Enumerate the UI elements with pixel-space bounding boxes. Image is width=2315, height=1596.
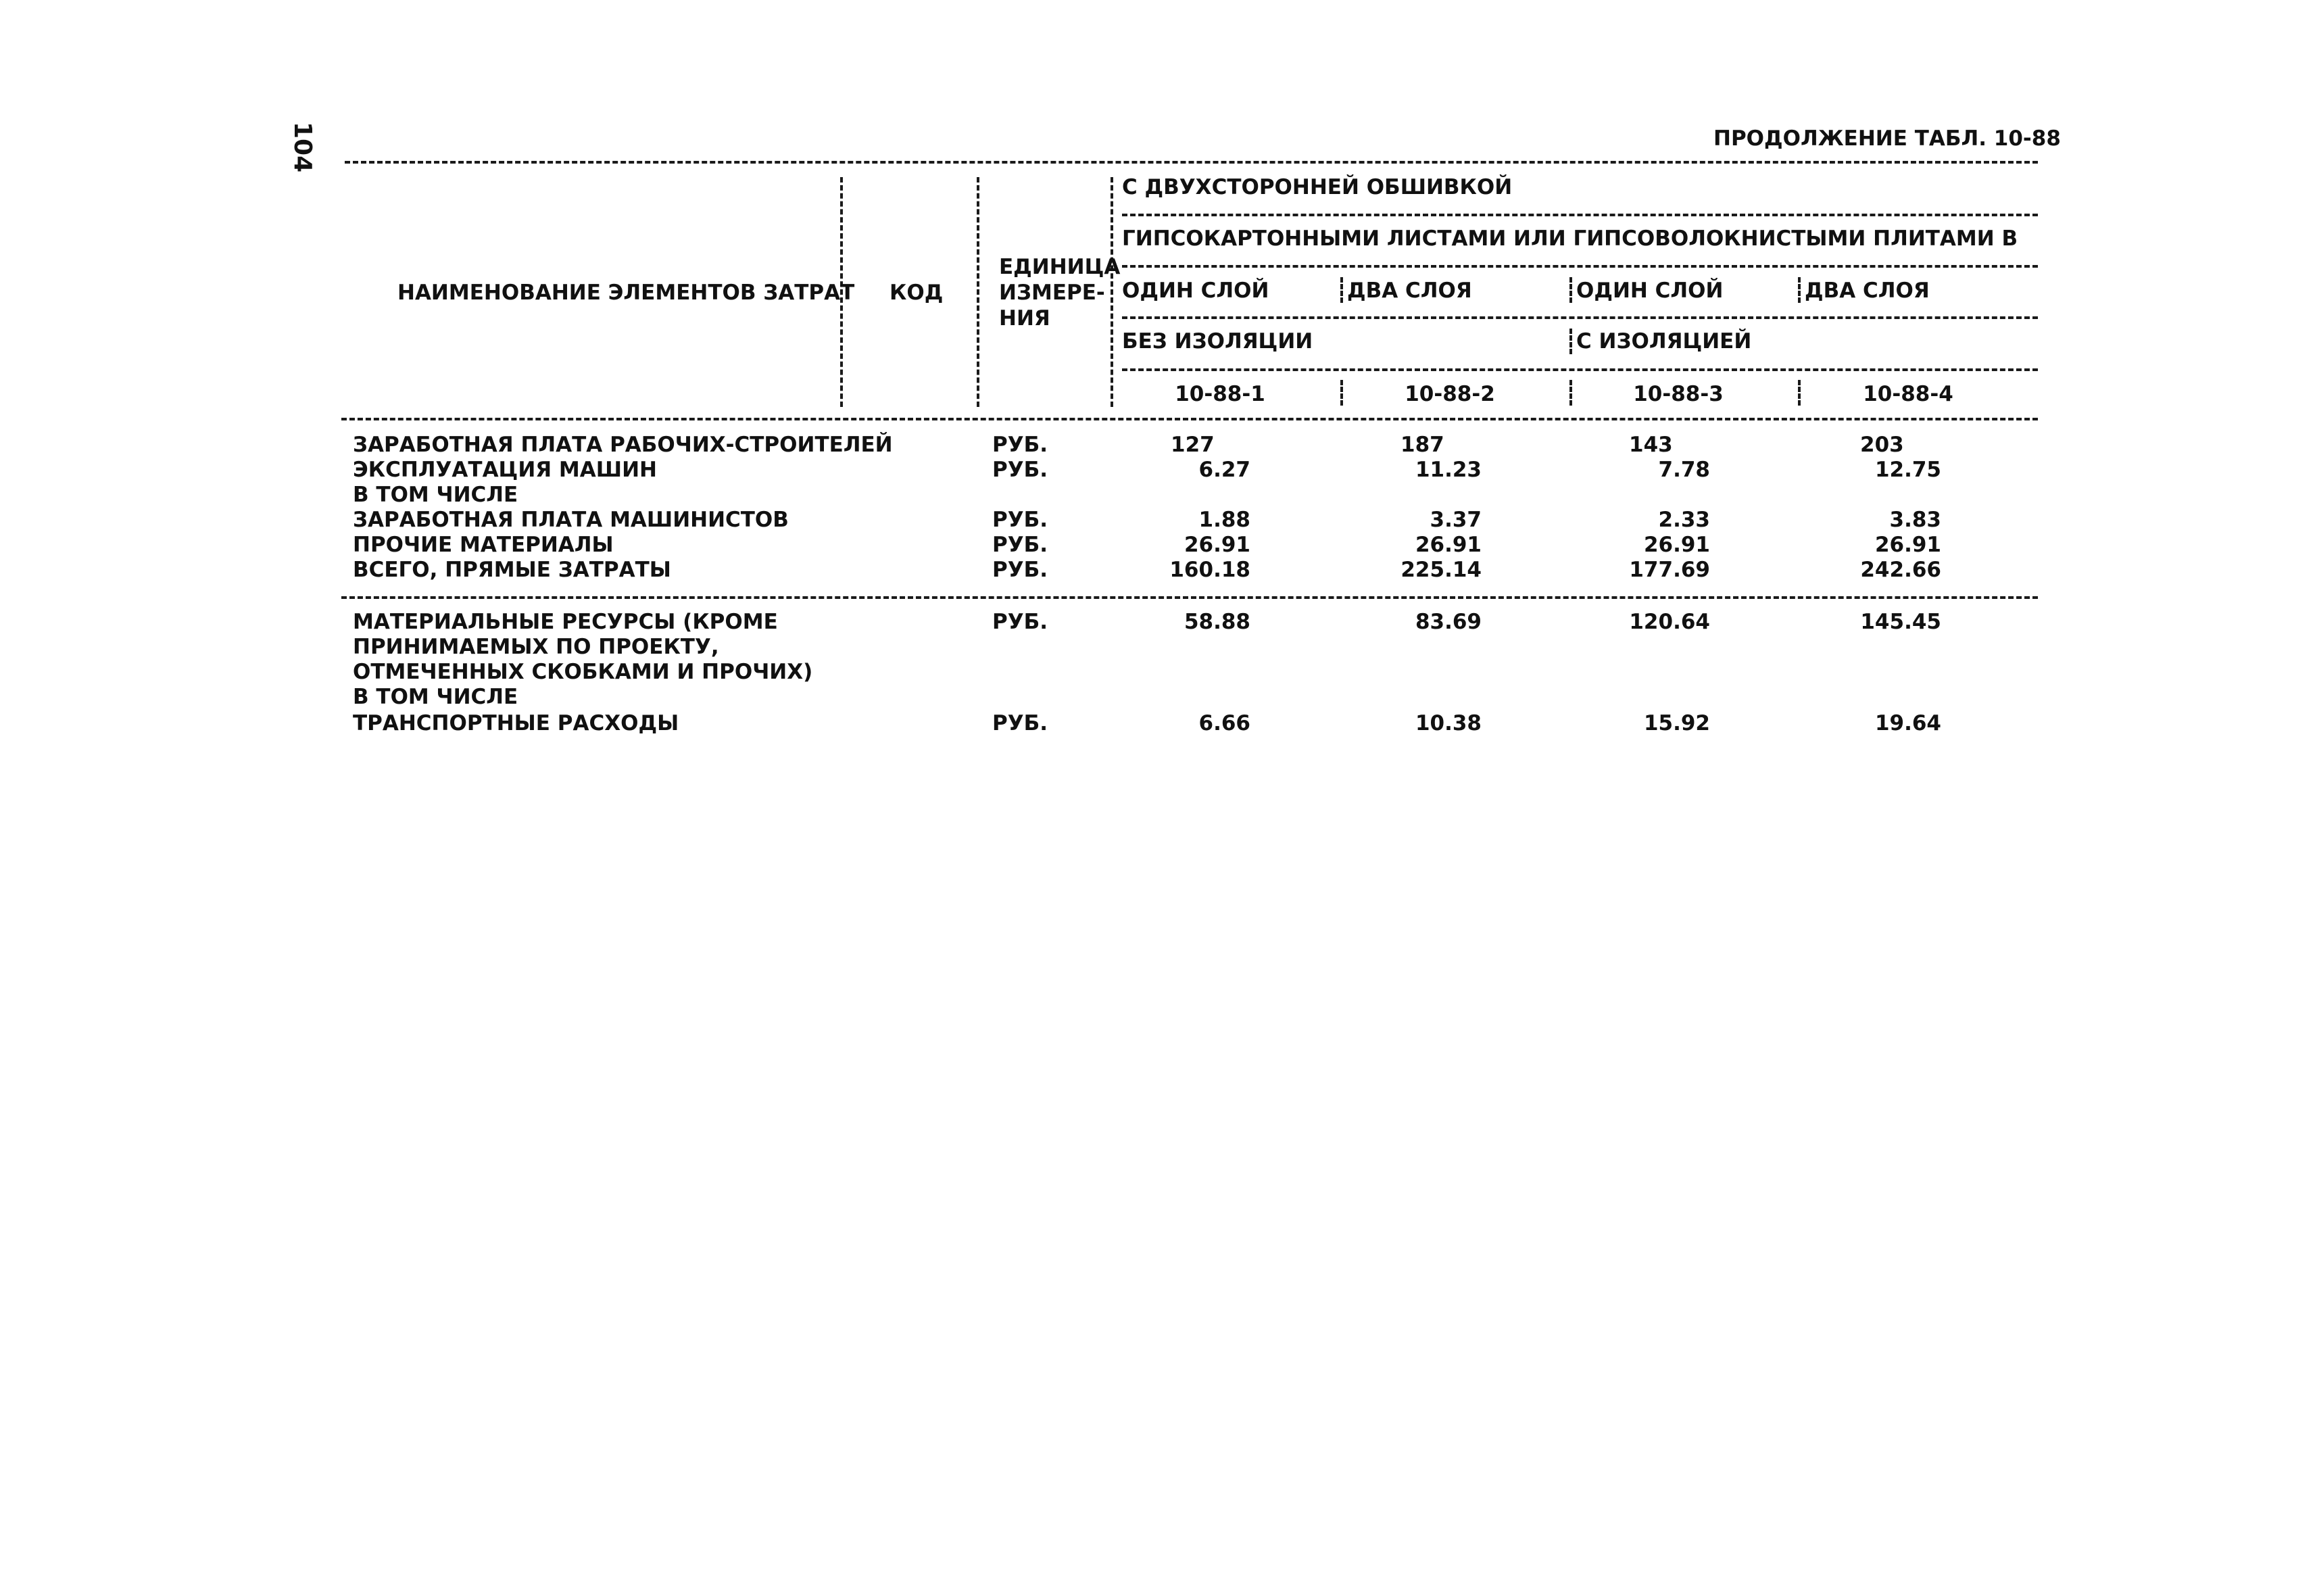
table-caption: ПРОДОЛЖЕНИЕ ТАБЛ. 10-88 (1713, 126, 2061, 151)
row-value: 26.91 (1184, 533, 1250, 557)
row-name: ПРОЧИЕ МАТЕРИАЛЫ (353, 533, 614, 557)
row-value: 1.88 (1198, 508, 1250, 532)
row-value: 10.38 (1415, 711, 1482, 735)
row-name: ПРИНИМАЕМЫХ ПО ПРОЕКТУ, (353, 635, 719, 659)
header-rule (1122, 214, 2038, 216)
header-group-line2: ГИПСОКАРТОННЫМИ ЛИСТАМИ ИЛИ ГИПСОВОЛОКНИСТЫМИ ПЛИТАМИ В (1122, 226, 2018, 251)
header-separator (1569, 380, 1572, 406)
header-insulation-1: БЕЗ ИЗОЛЯЦИИ (1122, 329, 1313, 354)
row-value: 2.33 (1658, 508, 1710, 532)
row-unit: РУБ. (992, 533, 1048, 557)
row-value: 177.69 (1629, 558, 1710, 582)
header-separator (1798, 277, 1801, 303)
header-insulation-2: С ИЗОЛЯЦИЕЙ (1576, 329, 1752, 354)
row-value: 187 (1400, 433, 1444, 457)
row-name: ОТМЕЧЕННЫХ СКОБКАМИ И ПРОЧИХ) (353, 660, 813, 684)
row-unit: РУБ. (992, 508, 1048, 532)
row-unit: РУБ. (992, 458, 1048, 482)
header-code: КОД (890, 281, 944, 305)
row-value: 26.91 (1643, 533, 1710, 557)
row-value: 203 (1860, 433, 1904, 457)
header-unit-line1: ЕДИНИЦА (999, 255, 1121, 279)
header-code-4: 10-88-4 (1863, 382, 1953, 406)
row-unit: РУБ. (992, 558, 1048, 582)
header-code-3: 10-88-3 (1633, 382, 1724, 406)
row-value: 3.37 (1430, 508, 1482, 532)
row-name: МАТЕРИАЛЬНЫЕ РЕСУРСЫ (КРОМЕ (353, 610, 778, 634)
row-value: 6.27 (1198, 458, 1250, 482)
row-value: 145.45 (1860, 610, 1941, 634)
section-separator (341, 596, 2038, 599)
row-unit: РУБ. (992, 433, 1048, 457)
header-code-2: 10-88-2 (1405, 382, 1495, 406)
row-value: 26.91 (1415, 533, 1482, 557)
row-name: В ТОМ ЧИСЛЕ (353, 685, 518, 709)
row-value: 242.66 (1860, 558, 1941, 582)
row-value: 26.91 (1874, 533, 1941, 557)
row-value: 83.69 (1415, 610, 1482, 634)
row-value: 7.78 (1658, 458, 1710, 482)
row-value: 3.83 (1889, 508, 1941, 532)
row-name: ВСЕГО, ПРЯМЫЕ ЗАТРАТЫ (353, 558, 671, 582)
row-name: ЗАРАБОТНАЯ ПЛАТА МАШИНИСТОВ (353, 508, 789, 532)
row-name: В ТОМ ЧИСЛЕ (353, 483, 518, 507)
header-rule (1122, 316, 2038, 319)
row-name: ТРАНСПОРТНЫЕ РАСХОДЫ (353, 711, 679, 735)
row-name: ЭКСПЛУАТАЦИЯ МАШИН (353, 458, 657, 482)
row-value: 58.88 (1184, 610, 1250, 634)
header-layer-3: ОДИН СЛОЙ (1576, 279, 1724, 303)
row-value: 160.18 (1169, 558, 1250, 582)
header-rule (1122, 368, 2038, 371)
header-layer-1: ОДИН СЛОЙ (1122, 279, 1269, 303)
row-value: 15.92 (1643, 711, 1710, 735)
header-bottom-rule (341, 418, 2038, 420)
row-value: 120.64 (1629, 610, 1710, 634)
row-unit: РУБ. (992, 711, 1048, 735)
header-unit-line3: НИЯ (999, 306, 1050, 331)
header-separator (1340, 380, 1343, 406)
header-separator (977, 177, 979, 407)
row-name: ЗАРАБОТНАЯ ПЛАТА РАБОЧИХ-СТРОИТЕЛЕЙ (353, 433, 893, 457)
row-value: 225.14 (1400, 558, 1482, 582)
header-layer-2: ДВА СЛОЯ (1347, 279, 1472, 303)
header-rule (1122, 265, 2038, 268)
header-separator (1569, 277, 1572, 303)
table-top-rule (345, 161, 2038, 164)
header-name: НАИМЕНОВАНИЕ ЭЛЕМЕНТОВ ЗАТРАТ (397, 281, 855, 305)
header-group-line1: С ДВУХСТОРОННЕЙ ОБШИВКОЙ (1122, 175, 1513, 199)
row-value: 143 (1629, 433, 1673, 457)
row-unit: РУБ. (992, 610, 1048, 634)
row-value: 12.75 (1874, 458, 1941, 482)
header-separator (1798, 380, 1801, 406)
row-value: 127 (1171, 433, 1215, 457)
header-separator (1569, 329, 1572, 354)
page-number: 104 (289, 122, 316, 173)
row-value: 11.23 (1415, 458, 1482, 482)
header-separator (1111, 177, 1113, 407)
header-unit-line2: ИЗМЕРЕ- (999, 281, 1105, 305)
header-layer-4: ДВА СЛОЯ (1805, 279, 1930, 303)
row-value: 19.64 (1874, 711, 1941, 735)
header-separator (1340, 277, 1343, 303)
row-value: 6.66 (1198, 711, 1250, 735)
header-code-1: 10-88-1 (1175, 382, 1265, 406)
